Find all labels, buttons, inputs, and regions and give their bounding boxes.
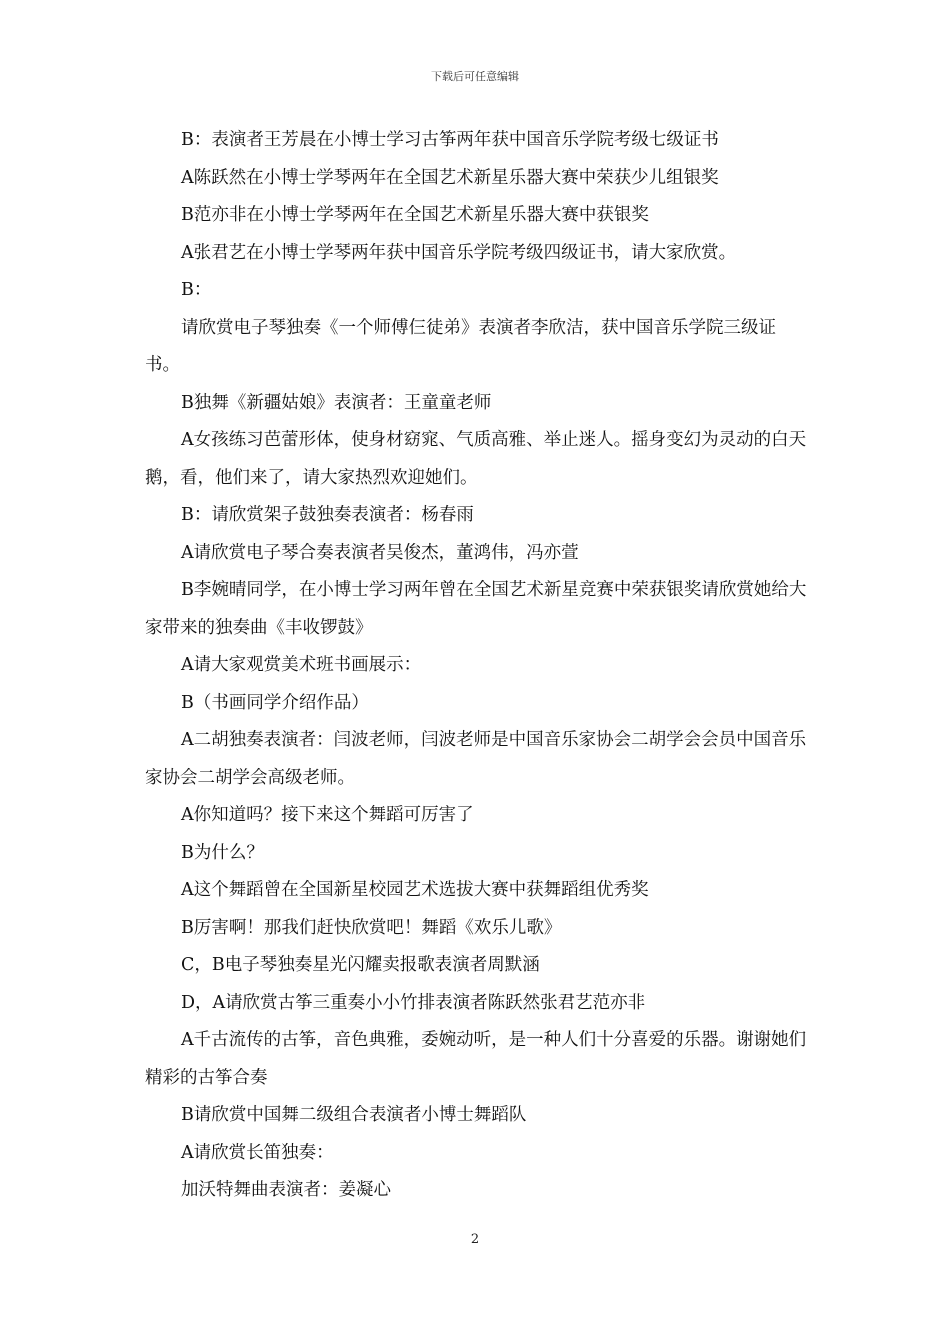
page-header: 下载后可任意编辑	[431, 70, 519, 83]
paragraph: A陈跃然在小博士学琴两年在全国艺术新星乐器大赛中荣获少儿组银奖	[181, 167, 719, 188]
paragraph: B独舞《新疆姑娘》表演者：王童童老师	[181, 392, 492, 413]
paragraph: B厉害啊！那我们赶快欣赏吧！舞蹈《欢乐儿歌》	[181, 917, 562, 938]
document-body	[145, 122, 810, 1210]
paragraph: 请欣赏电子琴独奏《一个师傅仨徒弟》表演者李欣洁，获中国音乐学院三级证书。	[145, 317, 776, 375]
paragraph: B请欣赏中国舞二级组合表演者小博士舞蹈队	[181, 1105, 527, 1125]
paragraph: A你知道吗？接下来这个舞蹈可厉害了	[181, 805, 474, 825]
paragraph: A请欣赏电子琴合奏表演者吴俊杰，董鸿伟，冯亦萱	[181, 542, 579, 563]
paragraph: A这个舞蹈曾在全国新星校园艺术选拔大赛中获舞蹈组优秀奖	[181, 880, 649, 900]
paragraph: A请欣赏长笛独奏：	[181, 1142, 334, 1163]
paragraph: B李婉晴同学，在小博士学习两年曾在全国艺术新星竞赛中荣获银奖请欣赏她给大家带来的独奏曲《丰收锣鼓》	[145, 580, 807, 638]
paragraph: B：请欣赏架子鼓独奏表演者：杨春雨	[181, 505, 474, 525]
paragraph: A二胡独奏表演者：闫波老师，闫波老师是中国音乐家协会二胡学会会员中国音乐家协会二胡学会高级老师。	[145, 730, 807, 788]
paragraph: A张君艺在小博士学琴两年获中国音乐学院考级四级证书，请大家欣赏。	[181, 242, 737, 263]
paragraph: B为什么？	[181, 842, 264, 863]
paragraph: B：	[181, 280, 212, 300]
paragraph: D，A请欣赏古筝三重奏小小竹排表演者陈跃然张君艺范亦非	[181, 992, 646, 1013]
paragraph: A女孩练习芭蕾形体，使身材窈窕、气质高雅、举止迷人。摇身变幻为灵动的白天鹅，看，他们来了，请大家热烈欢迎她们。	[145, 430, 807, 488]
paragraph: 加沃特舞曲表演者：姜凝心	[181, 1180, 391, 1200]
paragraph: B（书画同学介绍作品）	[181, 692, 369, 713]
paragraph: B：表演者王芳晨在小博士学习古筝两年获中国音乐学院考级七级证书	[181, 130, 719, 150]
paragraph: A千古流传的古筝，音色典雅，委婉动听，是一种人们十分喜爱的乐器。谢谢她们精彩的古筝合奏	[145, 1030, 807, 1088]
paragraph: B范亦非在小博士学琴两年在全国艺术新星乐器大赛中获银奖	[181, 205, 649, 225]
paragraph: C，B电子琴独奏星光闪耀卖报歌表演者周默涵	[181, 955, 540, 975]
paragraph: A请大家观赏美术班书画展示：	[181, 655, 422, 675]
page-number: 2	[470, 1232, 480, 1247]
